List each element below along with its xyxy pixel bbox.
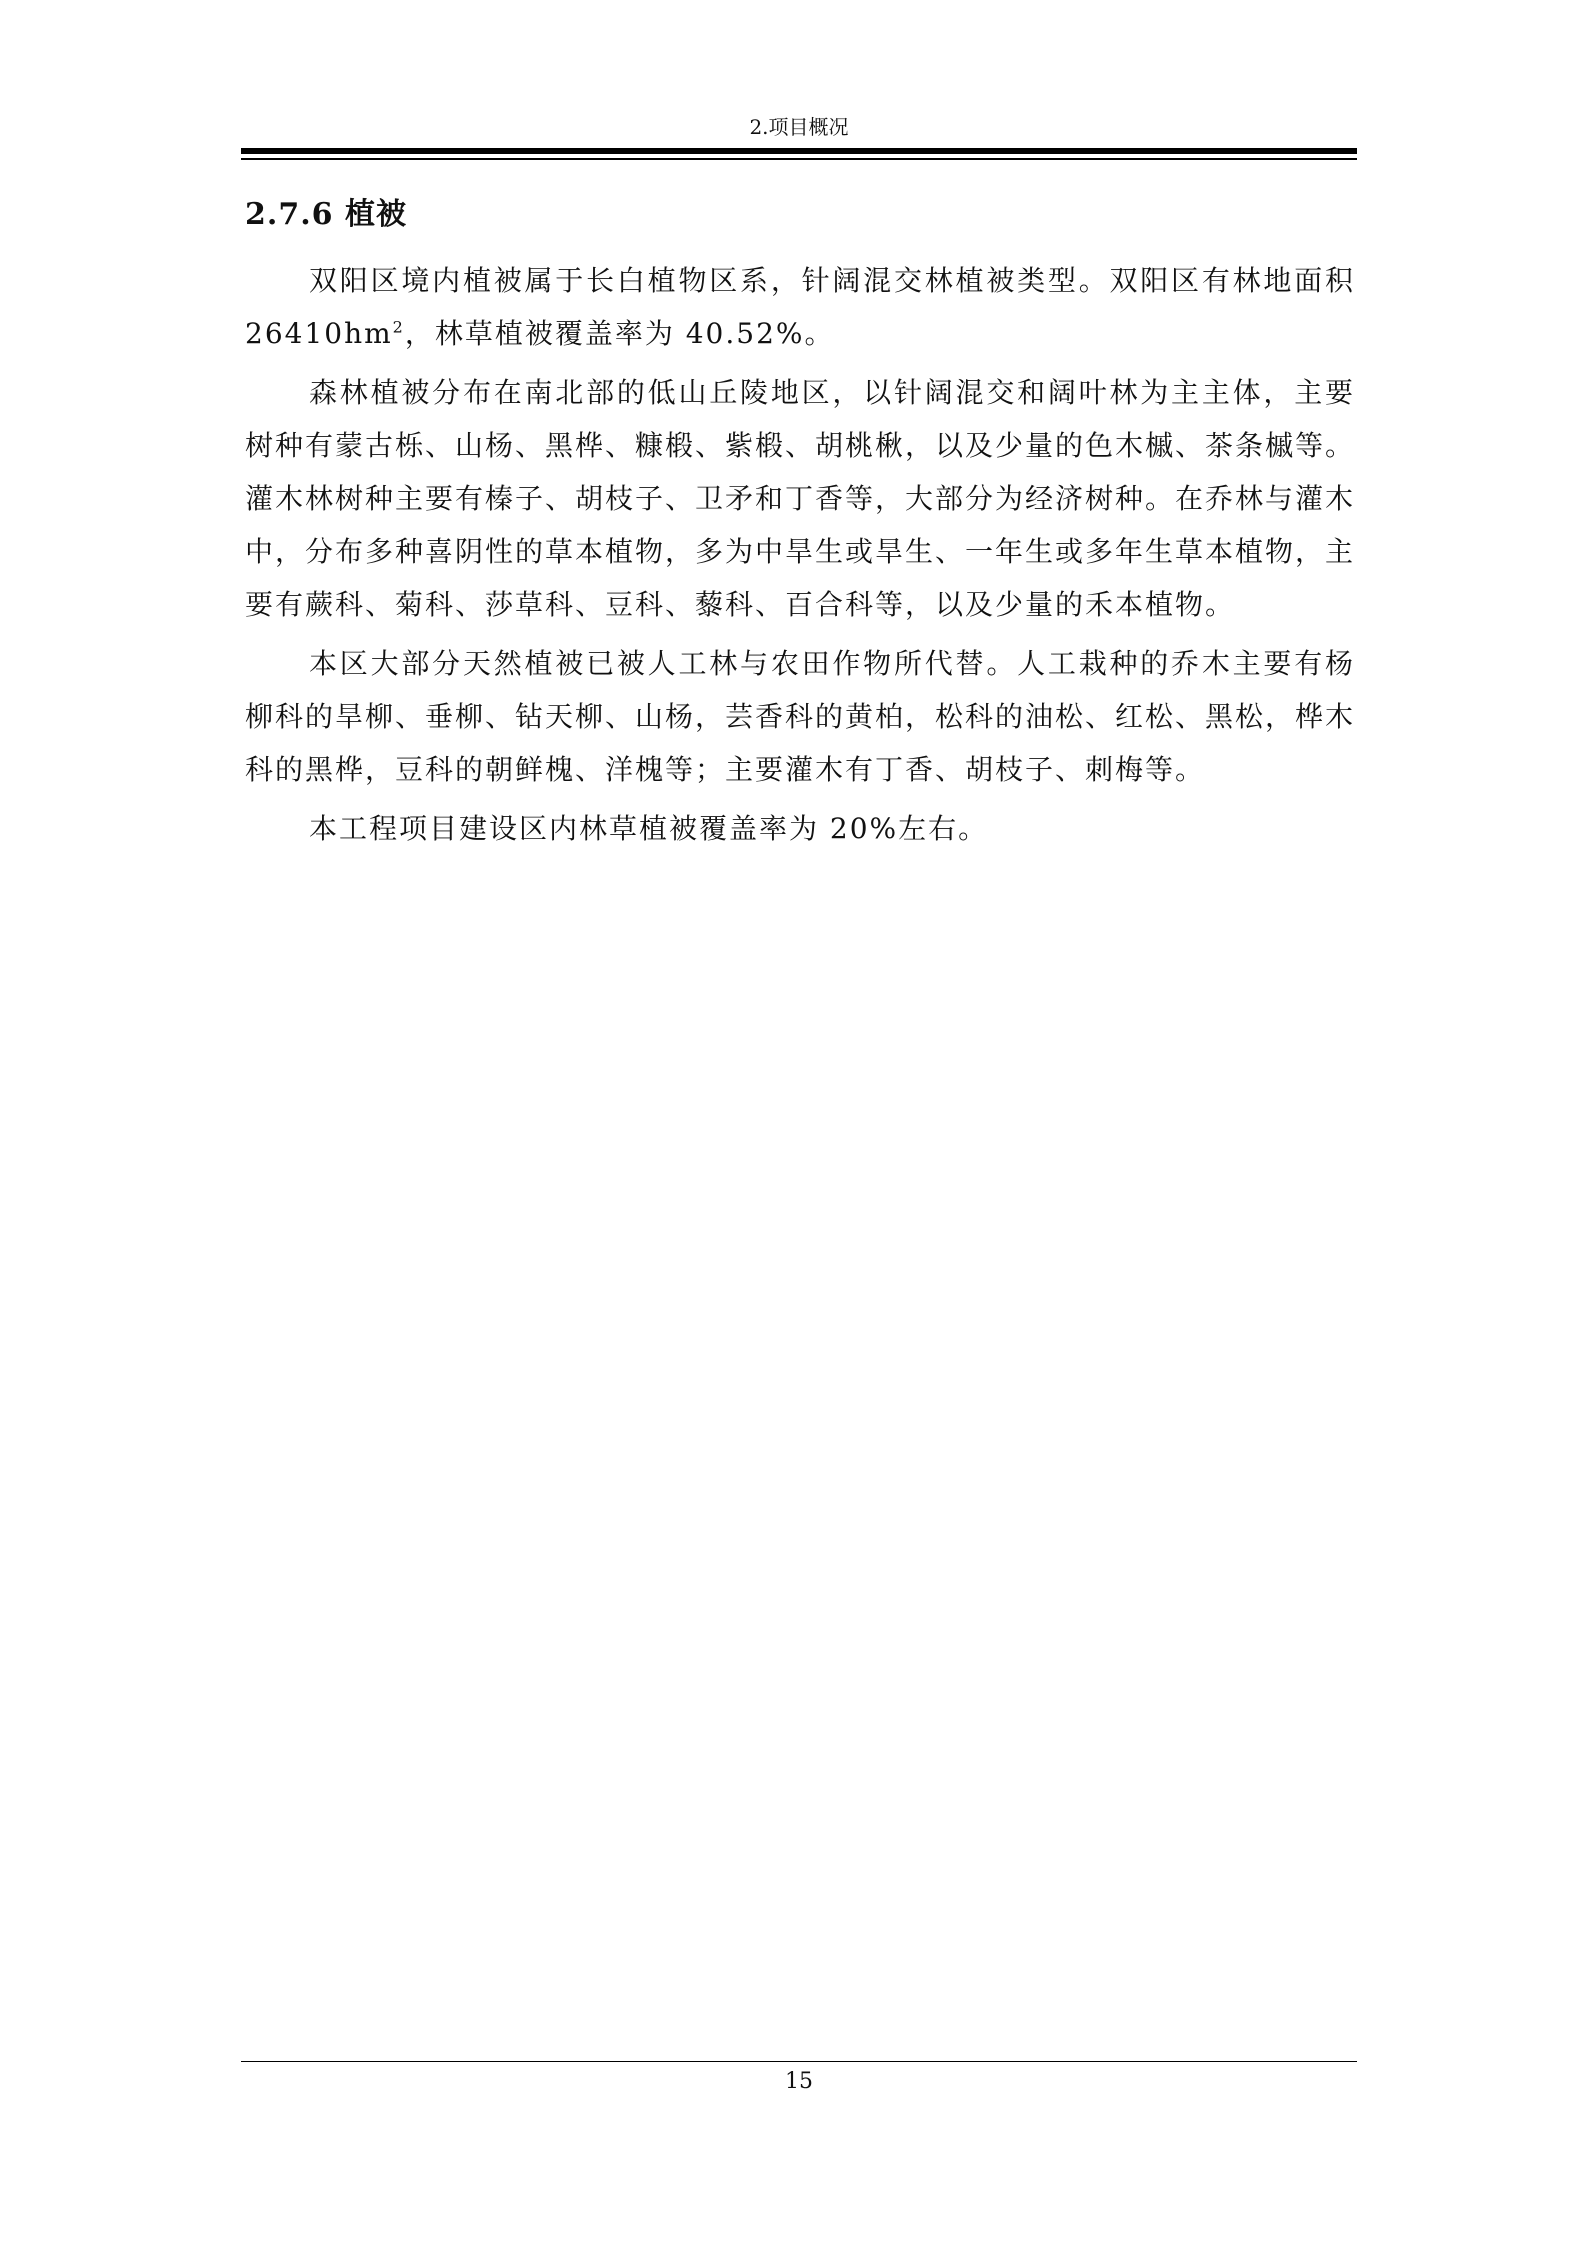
paragraph-forest-area <box>245 254 1355 360</box>
paragraph-coverage-rate: 本工程项目建设区内林草植被覆盖率为 20%左右。 <box>309 812 989 845</box>
section-content <box>245 190 1355 861</box>
paragraph-text: ，林草植被覆盖率为 40.52%。 <box>404 317 835 350</box>
section-heading: 2.7.6 植被 <box>245 197 407 232</box>
paragraph-text: 双阳区境内植被属于长白植物区系，针阔混交林植被类型。双阳区有林地面积 26410hm <box>245 264 1355 350</box>
page-number: 15 <box>785 2069 813 2094</box>
footer-rule <box>241 2061 1357 2062</box>
paragraph-artificial-vegetation: 本区大部分天然植被已被人工林与农田作物所代替。人工栽种的乔木主要有杨柳科的旱柳、垂柳、钻天柳、山杨，芸香科的黄柏，松科的油松、红松、黑松，桦木科的黑桦，豆科的朝鲜槐、洋槐等；主要灌木有丁香、胡枝子、刺梅等。 <box>245 647 1356 786</box>
superscript-2: 2 <box>392 317 405 337</box>
header-rule-thin <box>241 158 1357 160</box>
paragraph-forest-vegetation: 森林植被分布在南北部的低山丘陵地区，以针阔混交和阔叶林为主主体，主要树种有蒙古栎、山杨、黑桦、糠椴、紫椴、胡桃楸，以及少量的色木槭、茶条槭等。灌木林树种主要有榛子、胡枝子、卫矛和丁香等，大部分为经济树种。在乔林与灌木中，分布多种喜阴性的草本植物，多为中旱生或旱生、一年生或多年生草本植物，主要有蕨科、菊科、莎草科、豆科、藜科、百合科等，以及少量的禾本植物。 <box>245 376 1356 621</box>
running-header: 2.项目概况 <box>749 115 849 139</box>
header-rule-thick <box>241 148 1357 154</box>
